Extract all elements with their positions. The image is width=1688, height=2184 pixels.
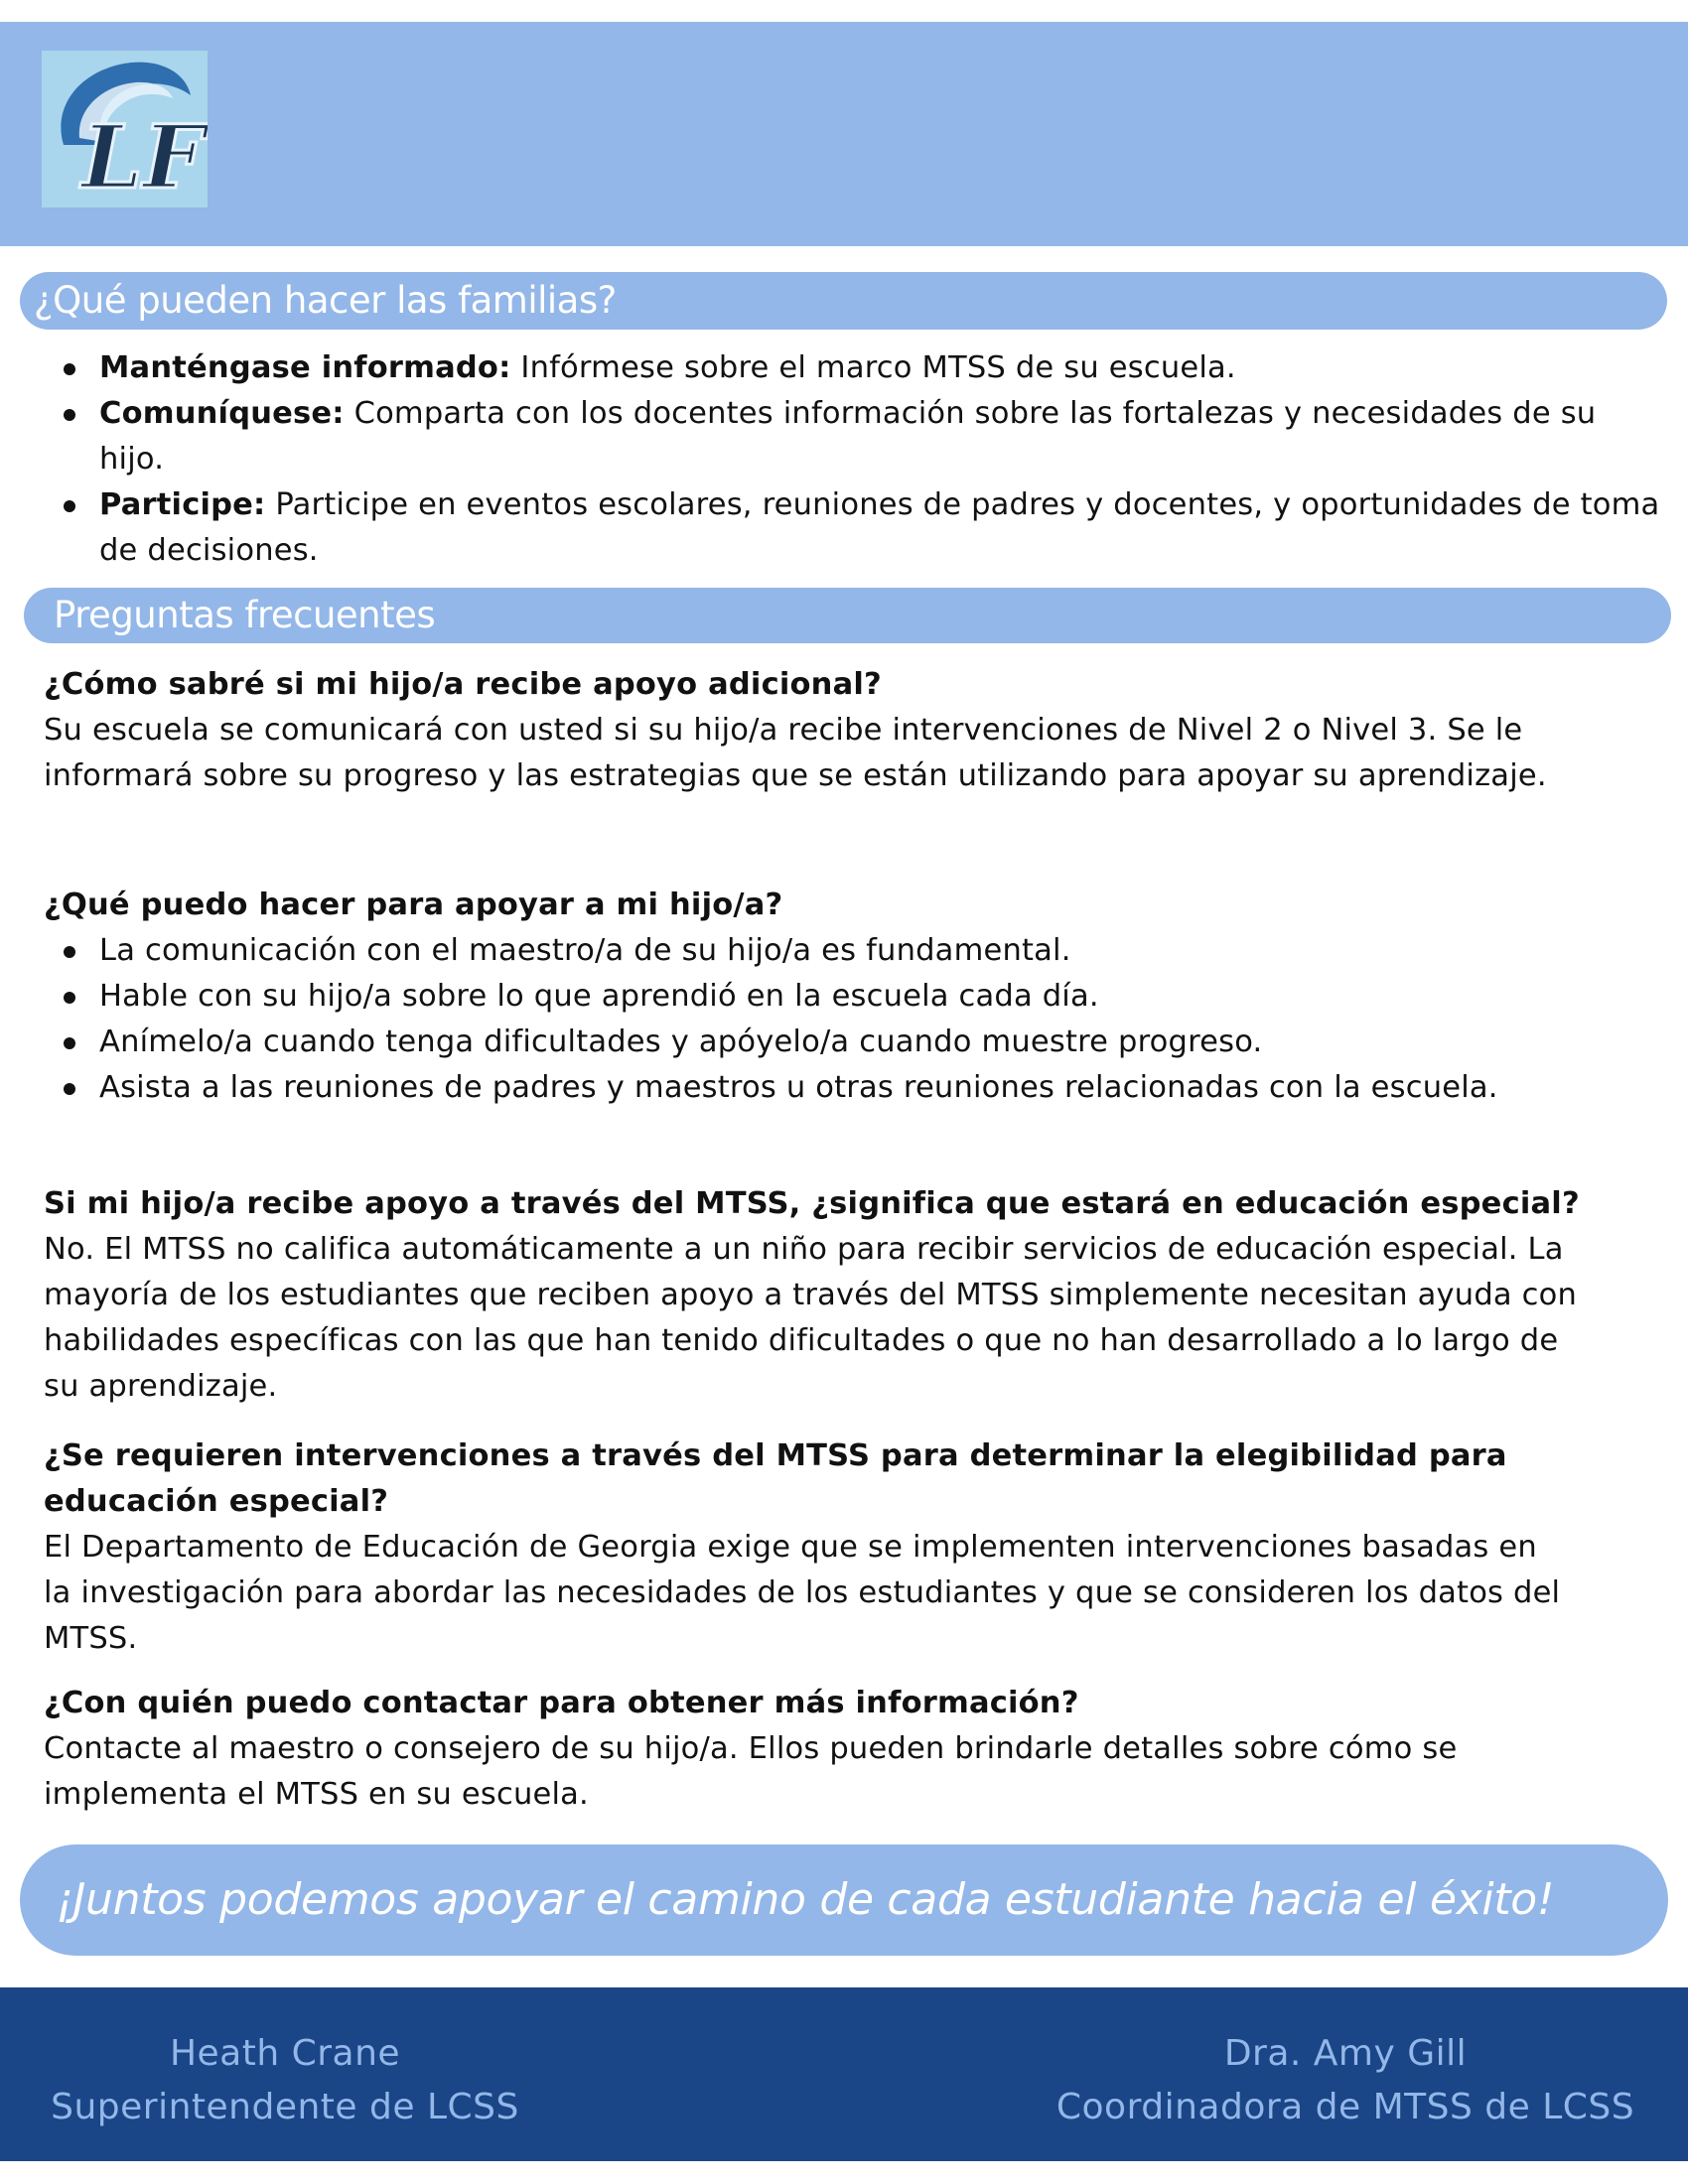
logo-letters: LF [81,105,206,207]
list-item: Participe: Participe en eventos escolares, reuniones de padres y docentes, y oportunidades de toma de decisiones. [99,482,1668,574]
signature-left [0,2027,570,2134]
faq-answer-3: No. El MTSS no califica automáticamente a un niño para recibir servicios de educación especial. La mayoría de los estudiantes que reciben apoyo a través del MTSS simplemente necesitan ayuda con habilidades específicas con las que han tenido dificultades o que no han desarrollado a lo largo de su aprendizaje. [44,1232,1578,1404]
faq-question-3: Si mi hijo/a recibe apoyo a través del MTSS, ¿significa que estará en educación especial? [44,1186,1580,1221]
signature-title: Superintendente de LCSS [51,2087,519,2127]
faq-answer-1: Su escuela se comunicará con usted si su hijo/a recibe intervenciones de Nivel 2 o Nivel 3. Se le informará sobre su progreso y las estrategias que se están utilizando para apoyar su aprendizaje. [44,713,1547,793]
header-band [0,22,1688,246]
faq-answer-4: El Departamento de Educación de Georgia exige que se implementen intervenciones basadas en la investigación para abordar las necesidades de los estudiantes y que se consideren los datos del MTSS. [44,1530,1561,1656]
faq-question-2: ¿Qué puedo hacer para apoyar a mi hijo/a? [44,887,783,922]
faq-section-title: Preguntas frecuentes [24,588,1671,643]
footer [0,1987,1688,2161]
school-logo [42,51,208,207]
signature-title: Coordinadora de MTSS de LCSS [1055,2087,1635,2127]
faq-answer-5: Contacte al maestro o consejero de su hijo/a. Ellos pueden brindarle detalles sobre cómo se implementa el MTSS en su escuela. [44,1731,1458,1812]
list-item: Hable con su hijo/a sobre lo que aprendió en la escuela cada día. [99,974,1589,1020]
list-item: Anímelo/a cuando tenga dificultades y apóyelo/a cuando muestre progreso. [99,1020,1589,1065]
list-item: Comuníquese: Comparta con los docentes información sobre las fortalezas y necesidades de su hijo. [99,391,1668,482]
wave-logo-icon [42,51,208,207]
support-list [99,928,1589,1111]
list-item: La comunicación con el maestro/a de su hijo/a es fundamental. [99,928,1589,974]
families-section-title: ¿Qué pueden hacer las familias? [20,272,1667,330]
faq-question-4: ¿Se requieren intervenciones a través del MTSS para determinar la elegibilidad para educación especial? [44,1438,1507,1519]
signature-right [1033,2027,1658,2134]
signature-name: Heath Crane [169,2033,401,2074]
closing-banner: ¡Juntos podemos apoyar el camino de cada estudiante hacia el éxito! [20,1844,1668,1956]
faq-question-1: ¿Cómo sabré si mi hijo/a recibe apoyo adicional? [44,667,882,702]
signature-name: Dra. Amy Gill [1223,2033,1468,2074]
list-item: Asista a las reuniones de padres y maestros u otras reuniones relacionadas con la escuela. [99,1065,1589,1111]
list-item: Manténgase informado: Infórmese sobre el marco MTSS de su escuela. [99,345,1668,391]
faq-question-5: ¿Con quién puedo contactar para obtener más información? [44,1686,1079,1720]
families-list [99,345,1668,574]
